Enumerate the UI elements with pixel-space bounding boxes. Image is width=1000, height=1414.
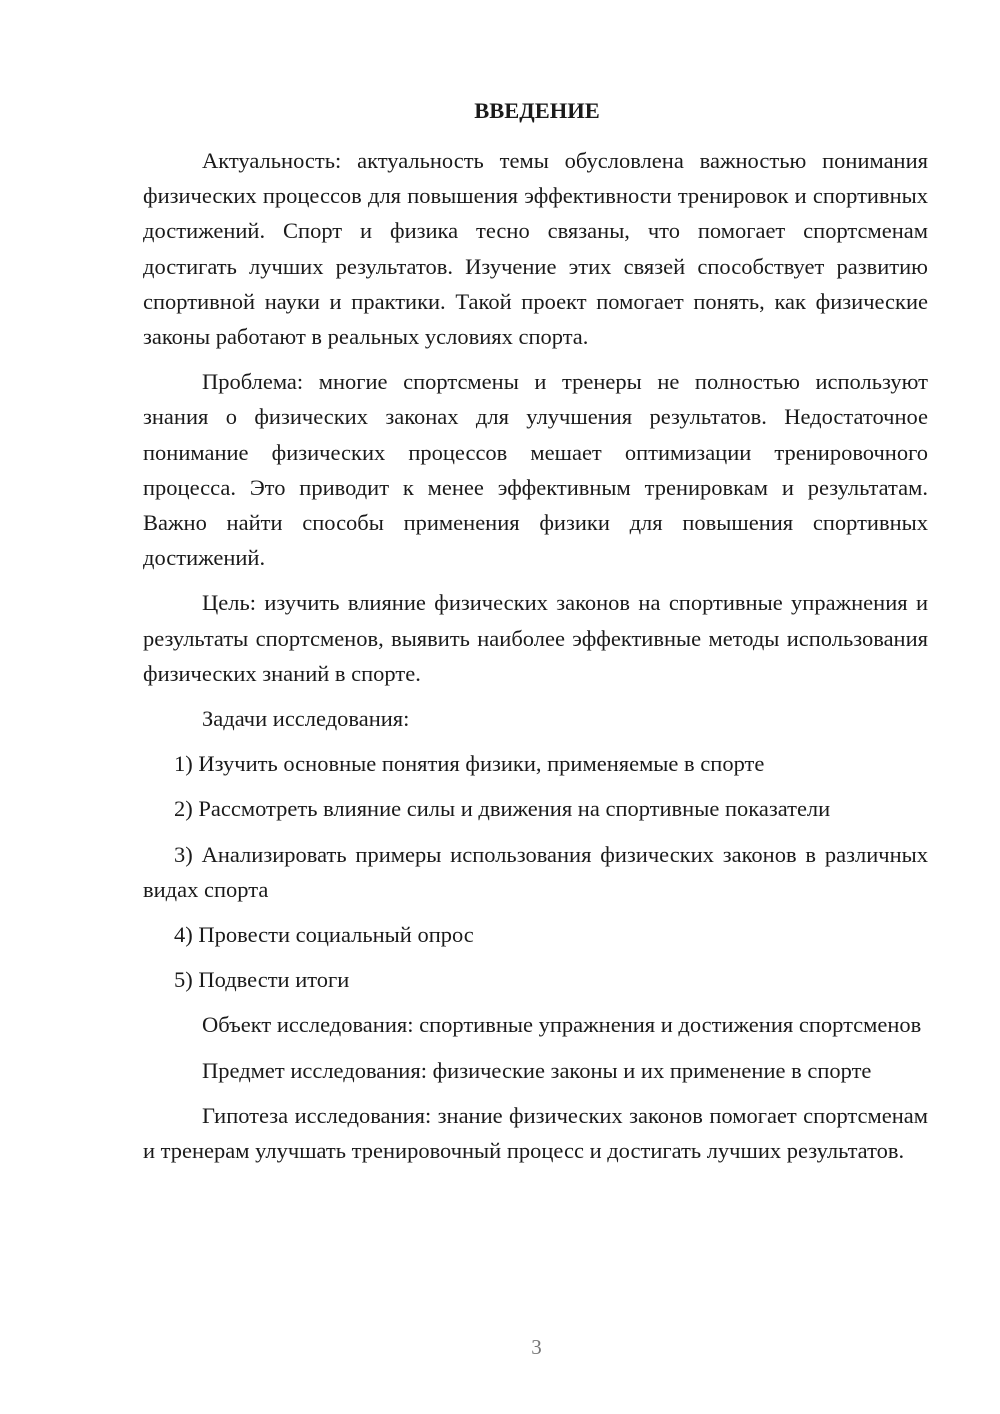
task-item: 4) Провести социальный опрос [174, 922, 474, 948]
tasks-heading: Задачи исследования: [202, 706, 410, 732]
relevance-paragraph: Актуальность: актуальность темы обусловлена важностью понимания физических процессов для повышения эффективности тренировок и спортивных достижений. Спорт и физика тесно связаны, что помогает спортсменам достигать лучших результатов. Изучение этих связей способствует развитию спортивной науки и практики. Такой проект помогает понять, как физические законы работают в реальных условиях спорта. [143, 148, 928, 350]
problem-paragraph: Проблема: многие спортсмены и тренеры не полностью используют знания о физических законах для улучшения результатов. Недостаточное понимание физических процессов мешает оптимизации тренировочного процесса. Это приводит к менее эффективным тренировкам и результатам. Важно найти способы применения физики для повышения спортивных достижений. [143, 369, 928, 571]
task-item: 3) Анализировать примеры использования физических законов в различных видах спорта [143, 841, 928, 902]
page-number: 3 [531, 1335, 542, 1359]
hypothesis-paragraph: Гипотеза исследования: знание физических законов помогает спортсменам и тренерам улучшать тренировочный процесс и достигать лучших результатов. [143, 1102, 928, 1164]
task-item: 5) Подвести итоги [174, 967, 350, 993]
object-paragraph: Объект исследования: спортивные упражнения и достижения спортсменов [202, 1012, 922, 1038]
page-content [143, 93, 928, 1178]
goal-paragraph: Цель: изучить влияние физических законов на спортивные упражнения и результаты спортсменов, выявить наиболее эффективные методы использования физических знаний в спорте. [143, 590, 928, 686]
page-title: ВВЕДЕНИЕ [474, 98, 600, 123]
subject-paragraph: Предмет исследования: физические законы и их применение в спорте [202, 1057, 872, 1083]
task-item: 2) Рассмотреть влияние силы и движения на спортивные показатели [174, 796, 831, 822]
task-item: 1) Изучить основные понятия физики, применяемые в спорте [174, 751, 765, 777]
